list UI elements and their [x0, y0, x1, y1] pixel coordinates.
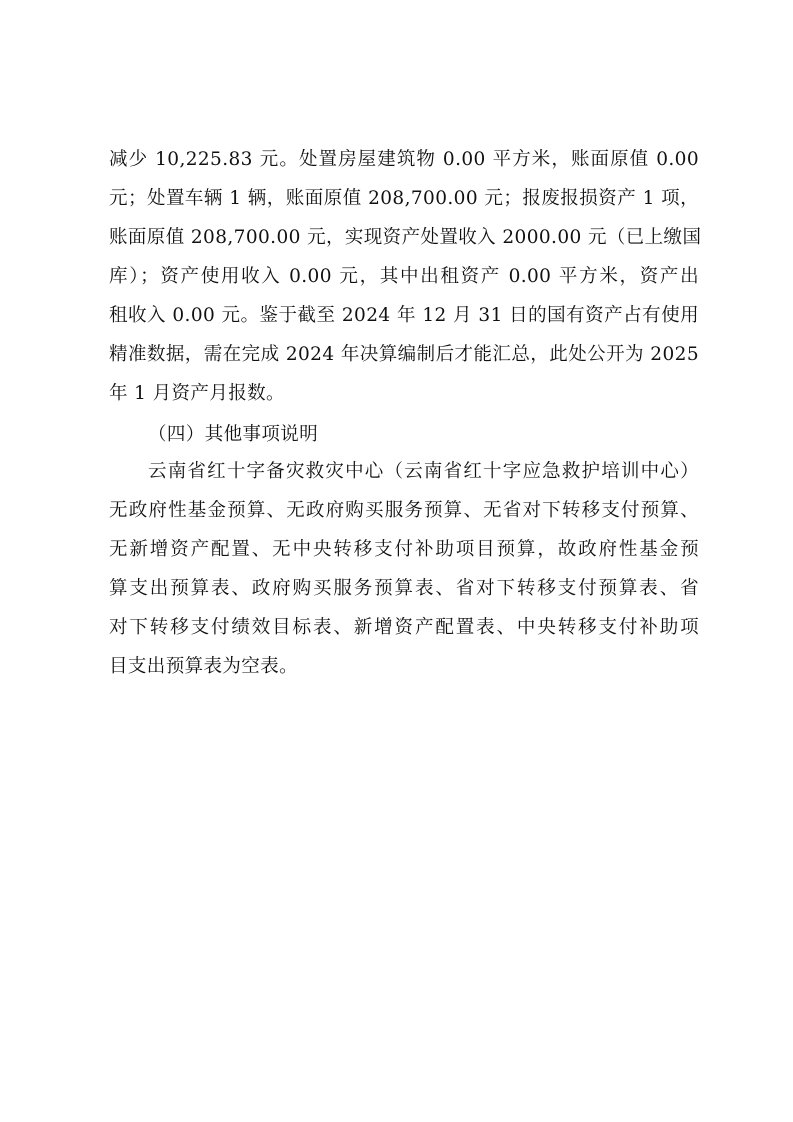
paragraph-1-line-2: 元；处置车辆 1 辆，账面原值 208,700.00 元；报废报损资产 1 项， — [109, 188, 699, 209]
paragraph-1-line-7: 年 1 月资产月报数。 — [109, 383, 285, 404]
paragraph-1-line-6: 精准数据，需在完成 2024 年决算编制后才能汇总，此处公开为 2025 — [109, 344, 699, 365]
paragraph-1-line-4: 库）；资产使用收入 0.00 元，其中出租资产 0.00 平方米，资产出 — [109, 266, 699, 287]
paragraph-1-line-3: 账面原值 208,700.00 元，实现资产处置收入 2000.00 元（已上缴国 — [109, 227, 702, 248]
paragraph-2-line-3: 无新增资产配置、无中央转移支付补助项目预算，故政府性基金预 — [109, 539, 699, 560]
section-heading: （四）其他事项说明 — [148, 424, 319, 445]
paragraph-2-line-2: 无政府性基金预算、无政府购买服务预算、无省对下转移支付预算、 — [109, 500, 699, 521]
paragraph-2-line-5: 对下转移支付绩效目标表、新增资产配置表、中央转移支付补助项 — [109, 617, 699, 638]
paragraph-2-line-1: 云南省红十字备灾救灾中心（云南省红十字应急救护培训中心） — [148, 461, 699, 482]
paragraph-1-line-1: 减少 10,225.83 元。处置房屋建筑物 0.00 平方米，账面原值 0.00 — [109, 149, 699, 170]
paragraph-1-line-5: 租收入 0.00 元。鉴于截至 2024 年 12 月 31 日的国有资产占有使用 — [109, 305, 699, 326]
paragraph-2-line-6: 目支出预算表为空表。 — [109, 656, 299, 677]
paragraph-2-line-4: 算支出预算表、政府购买服务预算表、省对下转移支付预算表、省 — [109, 578, 699, 599]
